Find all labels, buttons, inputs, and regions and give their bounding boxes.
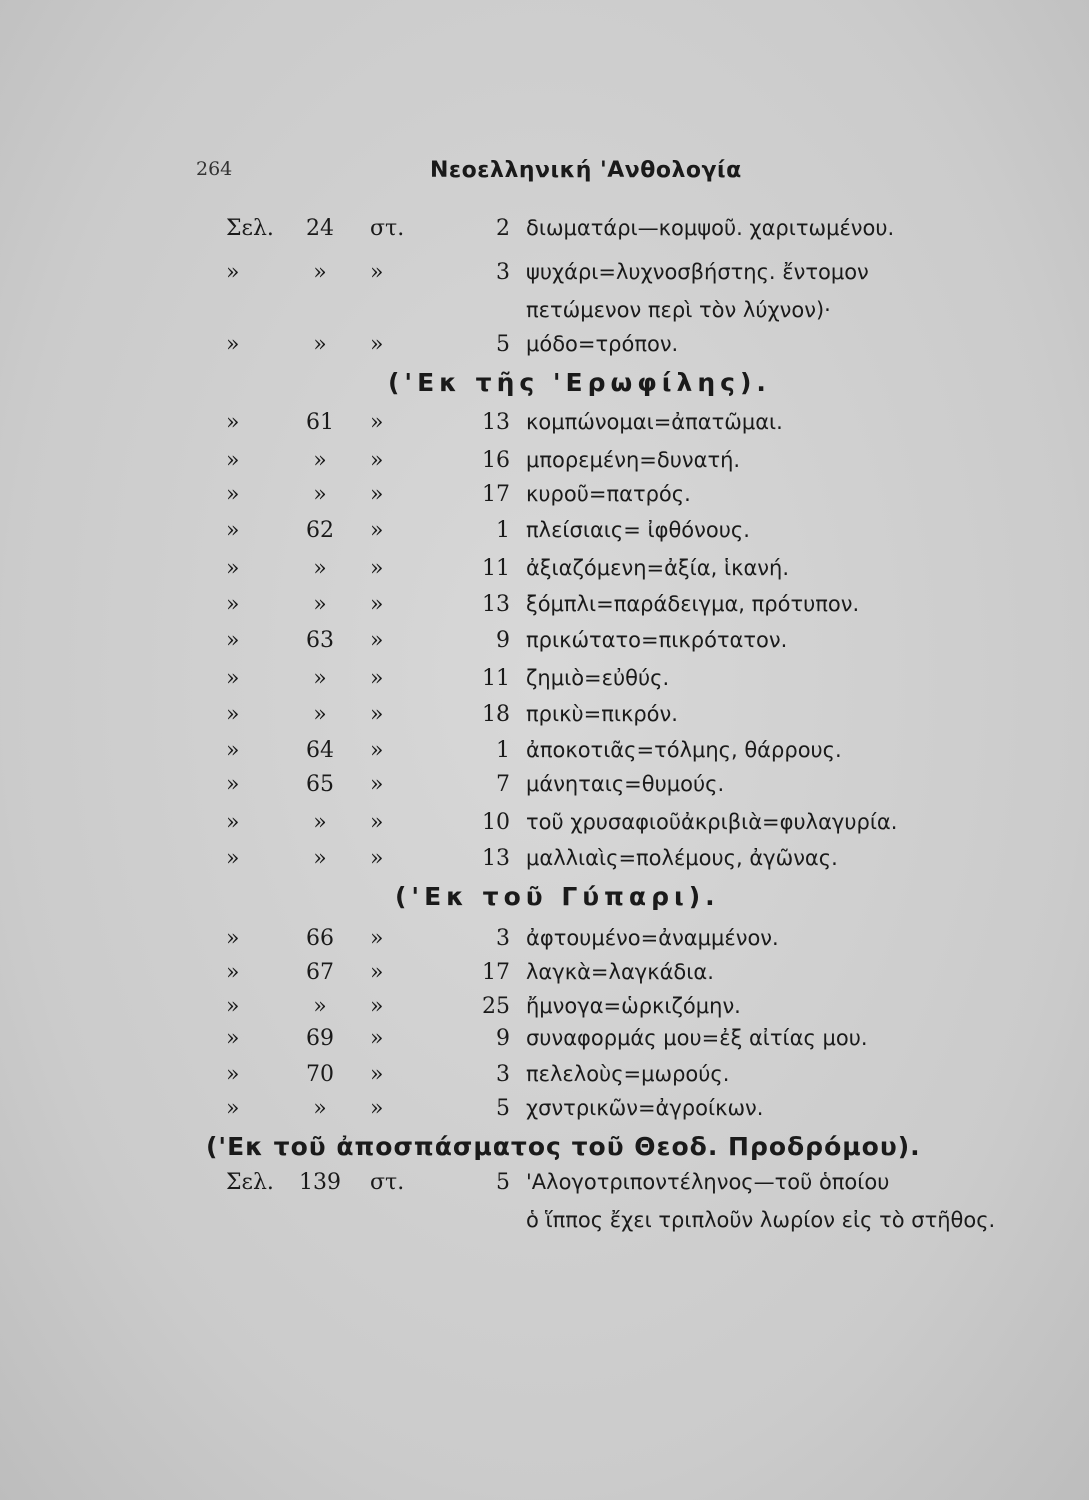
glossary-entry <box>0 1096 1089 1130</box>
page-label: » <box>226 846 240 871</box>
page-label: » <box>226 666 240 691</box>
gloss-text: μπορεμένη=δυνατή. <box>526 448 741 472</box>
page-label: » <box>226 260 240 285</box>
glossary-entry <box>0 518 1089 552</box>
gloss-text: πρικὺ=πικρόν. <box>526 702 678 726</box>
glossary-entry <box>0 448 1089 482</box>
line-ref: 5 <box>496 1096 510 1121</box>
page-label: » <box>226 960 240 985</box>
gloss-text: μαλλιαὶς=πολέμους, ἀγῶνας. <box>526 846 838 870</box>
line-ref: 25 <box>482 994 510 1019</box>
glossary-entry <box>0 738 1089 772</box>
page-header <box>0 158 1089 188</box>
line-label: » <box>370 772 384 797</box>
glossary-entry <box>0 216 1089 250</box>
section-heading: ('Εκ τοῦ Γύπαρι). <box>395 882 720 911</box>
page-label: » <box>226 448 240 473</box>
line-label: » <box>370 448 384 473</box>
page-ref: 24 <box>306 216 334 241</box>
gloss-text: πελελοὺς=μωρούς. <box>526 1062 730 1086</box>
line-ref: 9 <box>496 628 510 653</box>
page-ref: 139 <box>299 1170 341 1195</box>
gloss-continuation: πετώμενον περὶ τὸν λύχνον)· <box>526 298 831 322</box>
glossary-entry <box>0 960 1089 994</box>
gloss-text: χσντρικῶν=ἀγροίκων. <box>526 1096 764 1120</box>
line-label: » <box>370 1096 384 1121</box>
line-label: στ. <box>370 216 405 241</box>
line-ref: 11 <box>482 666 510 691</box>
line-ref: 18 <box>482 702 510 727</box>
glossary-entry <box>0 1026 1089 1060</box>
gloss-text: πρικώτατο=πικρότατον. <box>526 628 788 652</box>
line-label: » <box>370 628 384 653</box>
page-ref: » <box>313 448 327 473</box>
glossary-entry <box>0 1062 1089 1096</box>
line-ref: 3 <box>496 926 510 951</box>
page-ref: 65 <box>306 772 334 797</box>
glossary-entry <box>0 628 1089 662</box>
page-ref: » <box>313 556 327 581</box>
page-ref: 64 <box>306 738 334 763</box>
line-label: » <box>370 738 384 763</box>
gloss-continuation: ὁ ἵππος ἔχει τριπλοῦν λωρίον εἰς τὸ στῆθος. <box>526 1208 996 1232</box>
glossary-entry <box>0 260 1089 294</box>
page-ref: 62 <box>306 518 334 543</box>
glossary-entry <box>0 410 1089 444</box>
line-ref: 7 <box>496 772 510 797</box>
gloss-text: συναφορμάς μου=ἐξ αἰτίας μου. <box>526 1026 868 1050</box>
line-label: » <box>370 518 384 543</box>
page-ref: » <box>313 332 327 357</box>
page-label: » <box>226 556 240 581</box>
line-label: στ. <box>370 1170 405 1195</box>
page-ref: 61 <box>306 410 334 435</box>
glossary-entry <box>0 810 1089 844</box>
glossary-entry <box>0 926 1089 960</box>
line-label: » <box>370 410 384 435</box>
gloss-text: ξόμπλι=παράδειγμα, πρότυπον. <box>526 592 860 616</box>
gloss-text: μάνηταις=θυμούς. <box>526 772 725 796</box>
line-ref: 13 <box>482 846 510 871</box>
page-ref: 66 <box>306 926 334 951</box>
page-label: » <box>226 518 240 543</box>
gloss-text: ζημιὸ=εὐθύς. <box>526 666 670 690</box>
page-ref: » <box>313 1096 327 1121</box>
page-label: » <box>226 772 240 797</box>
line-ref: 10 <box>482 810 510 835</box>
line-ref: 5 <box>496 332 510 357</box>
line-label: » <box>370 482 384 507</box>
gloss-text: ἤμνογα=ὡρκιζόμην. <box>526 994 741 1018</box>
glossary-entry <box>0 1170 1089 1204</box>
line-ref: 16 <box>482 448 510 473</box>
line-ref: 5 <box>496 1170 510 1195</box>
page-ref: » <box>313 592 327 617</box>
page-ref: » <box>313 666 327 691</box>
line-label: » <box>370 666 384 691</box>
line-label: » <box>370 592 384 617</box>
glossary-entry <box>0 846 1089 880</box>
line-label: » <box>370 994 384 1019</box>
gloss-text: διωματάρι—κομψοῦ. χαριτωμένου. <box>526 216 895 240</box>
glossary-entry <box>0 772 1089 806</box>
gloss-text: πλείσιαις= ἰφθόνους. <box>526 518 750 542</box>
glossary-entry <box>0 556 1089 590</box>
line-ref: 13 <box>482 592 510 617</box>
line-label: » <box>370 556 384 581</box>
page-label: » <box>226 738 240 763</box>
page-label: Σελ. <box>226 216 274 241</box>
glossary-entry <box>0 332 1089 366</box>
line-label: » <box>370 810 384 835</box>
line-label: » <box>370 332 384 357</box>
page-ref: » <box>313 846 327 871</box>
page-ref: » <box>313 810 327 835</box>
section-heading: ('Εκ τῆς 'Ερωφίλης). <box>388 368 771 397</box>
glossary-entry <box>0 666 1089 700</box>
page-label: » <box>226 1062 240 1087</box>
line-label: » <box>370 960 384 985</box>
glossary-entry <box>0 994 1089 1028</box>
gloss-text: κυροῦ=πατρός. <box>526 482 691 506</box>
page-label: » <box>226 482 240 507</box>
gloss-text: μόδο=τρόπον. <box>526 332 679 356</box>
line-label: » <box>370 260 384 285</box>
line-ref: 2 <box>496 216 510 241</box>
page-ref: 69 <box>306 1026 334 1051</box>
line-label: » <box>370 1062 384 1087</box>
page-ref: 70 <box>306 1062 334 1087</box>
glossary-entry <box>0 702 1089 736</box>
page-ref: » <box>313 702 327 727</box>
gloss-text: κομπώνομαι=ἀπατῶμαι. <box>526 410 783 434</box>
line-ref: 17 <box>482 482 510 507</box>
page-label: » <box>226 810 240 835</box>
gloss-text: λαγκὰ=λαγκάδια. <box>526 960 714 984</box>
page-label: » <box>226 1096 240 1121</box>
line-ref: 11 <box>482 556 510 581</box>
page-ref: » <box>313 994 327 1019</box>
line-label: » <box>370 926 384 951</box>
page-number: 264 <box>196 158 233 180</box>
page-label: » <box>226 332 240 357</box>
line-ref: 9 <box>496 1026 510 1051</box>
gloss-text: ψυχάρι=λυχνοσβήστης. ἔντομον <box>526 260 869 284</box>
glossary-entry <box>0 592 1089 626</box>
line-ref: 3 <box>496 1062 510 1087</box>
page-label: » <box>226 994 240 1019</box>
running-title: Νεοελληνική 'Ανθολογία <box>430 158 742 183</box>
page-label: » <box>226 628 240 653</box>
line-label: » <box>370 702 384 727</box>
line-label: » <box>370 846 384 871</box>
page-label: » <box>226 1026 240 1051</box>
gloss-text: ἀποκοτιᾶς=τόλμης, θάρρους. <box>526 738 842 762</box>
gloss-text: 'Αλογοτριποντέληνος—τοῦ ὁποίου <box>526 1170 890 1194</box>
page-ref: » <box>313 482 327 507</box>
glossary-entry <box>0 482 1089 516</box>
line-ref: 13 <box>482 410 510 435</box>
line-ref: 1 <box>496 518 510 543</box>
gloss-text: ἀξιαζόμενη=ἀξία, ἱκανή. <box>526 556 790 580</box>
line-ref: 1 <box>496 738 510 763</box>
page-label: » <box>226 410 240 435</box>
gloss-text: ἀφτουμένο=ἀναμμένον. <box>526 926 779 950</box>
page-ref: » <box>313 260 327 285</box>
page-label: » <box>226 592 240 617</box>
page-label: » <box>226 702 240 727</box>
page-label: Σελ. <box>226 1170 274 1195</box>
page-ref: 63 <box>306 628 334 653</box>
section-heading: ('Εκ τοῦ ἀποσπάσματος τοῦ Θεοδ. Προδρόμου). <box>206 1132 921 1161</box>
line-ref: 3 <box>496 260 510 285</box>
page-ref: 67 <box>306 960 334 985</box>
line-ref: 17 <box>482 960 510 985</box>
page-label: » <box>226 926 240 951</box>
line-label: » <box>370 1026 384 1051</box>
gloss-text: τοῦ χρυσαφιοῦἀκριβιὰ=φυλαγυρία. <box>526 810 898 834</box>
